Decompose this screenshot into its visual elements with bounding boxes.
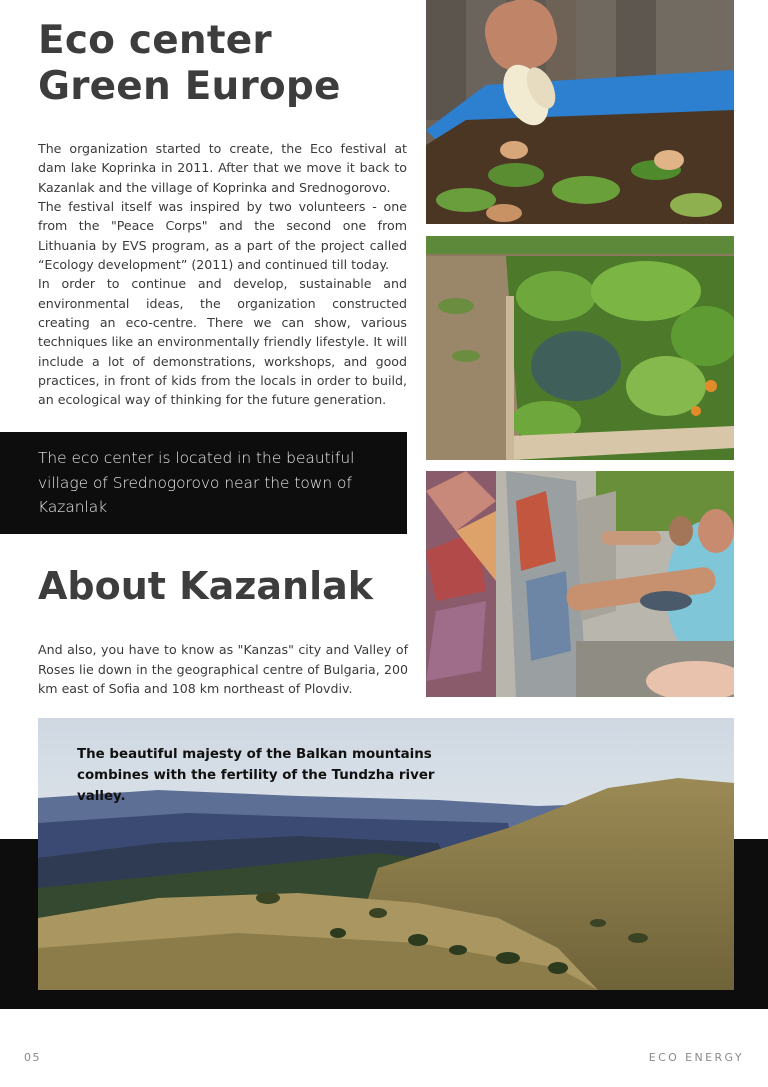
garden-bed-photo bbox=[426, 236, 734, 460]
page-number: 05 bbox=[24, 1051, 41, 1064]
intro-paragraph-1: The organization started to create, the Eco festival at dam lake Koprinka in 2011. After that we move it back to Kazanlak and the village of Koprinka and Srednogorovo. bbox=[38, 141, 407, 195]
mosaic-wall-image bbox=[426, 471, 734, 697]
mosaic-wall-photo bbox=[426, 471, 734, 697]
location-callout bbox=[0, 432, 407, 534]
intro-text bbox=[38, 139, 407, 410]
about-text: And also, you have to know as "Kanzas" city and Valley of Roses lie down in the geographical centre of Bulgaria, 200 km east of Sofia and 108 km northeast of Plovdiv. bbox=[38, 642, 408, 696]
landscape-caption: The beautiful majesty of the Balkan mountains combines with the fertility of the Tundzha river valley. bbox=[77, 747, 435, 804]
compost-image bbox=[426, 0, 734, 224]
footer-brand: ECO ENERGY bbox=[648, 1051, 744, 1064]
compost-photo bbox=[426, 0, 734, 224]
about-heading: About Kazanlak bbox=[38, 564, 374, 608]
intro-paragraph-3: In order to continue and develop, sustainable and environmental ideas, the organization constructed creating an eco-centre. There we can show, various techniques like an environmentally friendly lifestyle. It will include a lot of demonstrations, workshops, and good practices, in front of kids from the locals in order to build, an ecological way of thinking for the future generation. bbox=[38, 276, 407, 408]
title-line-2: Green Europe bbox=[38, 64, 341, 109]
intro-paragraph-2: The festival itself was inspired by two volunteers - one from the "Peace Corps" and the second one from Lithuania by EVS program, as a part of the project called “Ecology development” (2011) and continued till today. bbox=[38, 199, 407, 273]
page-title bbox=[38, 18, 418, 110]
title-line-1: Eco center bbox=[38, 18, 272, 63]
garden-bed-image bbox=[426, 236, 734, 460]
callout-text: The eco center is located in the beautiful village of Srednogorovo near the town of Kazanlak bbox=[38, 449, 355, 516]
